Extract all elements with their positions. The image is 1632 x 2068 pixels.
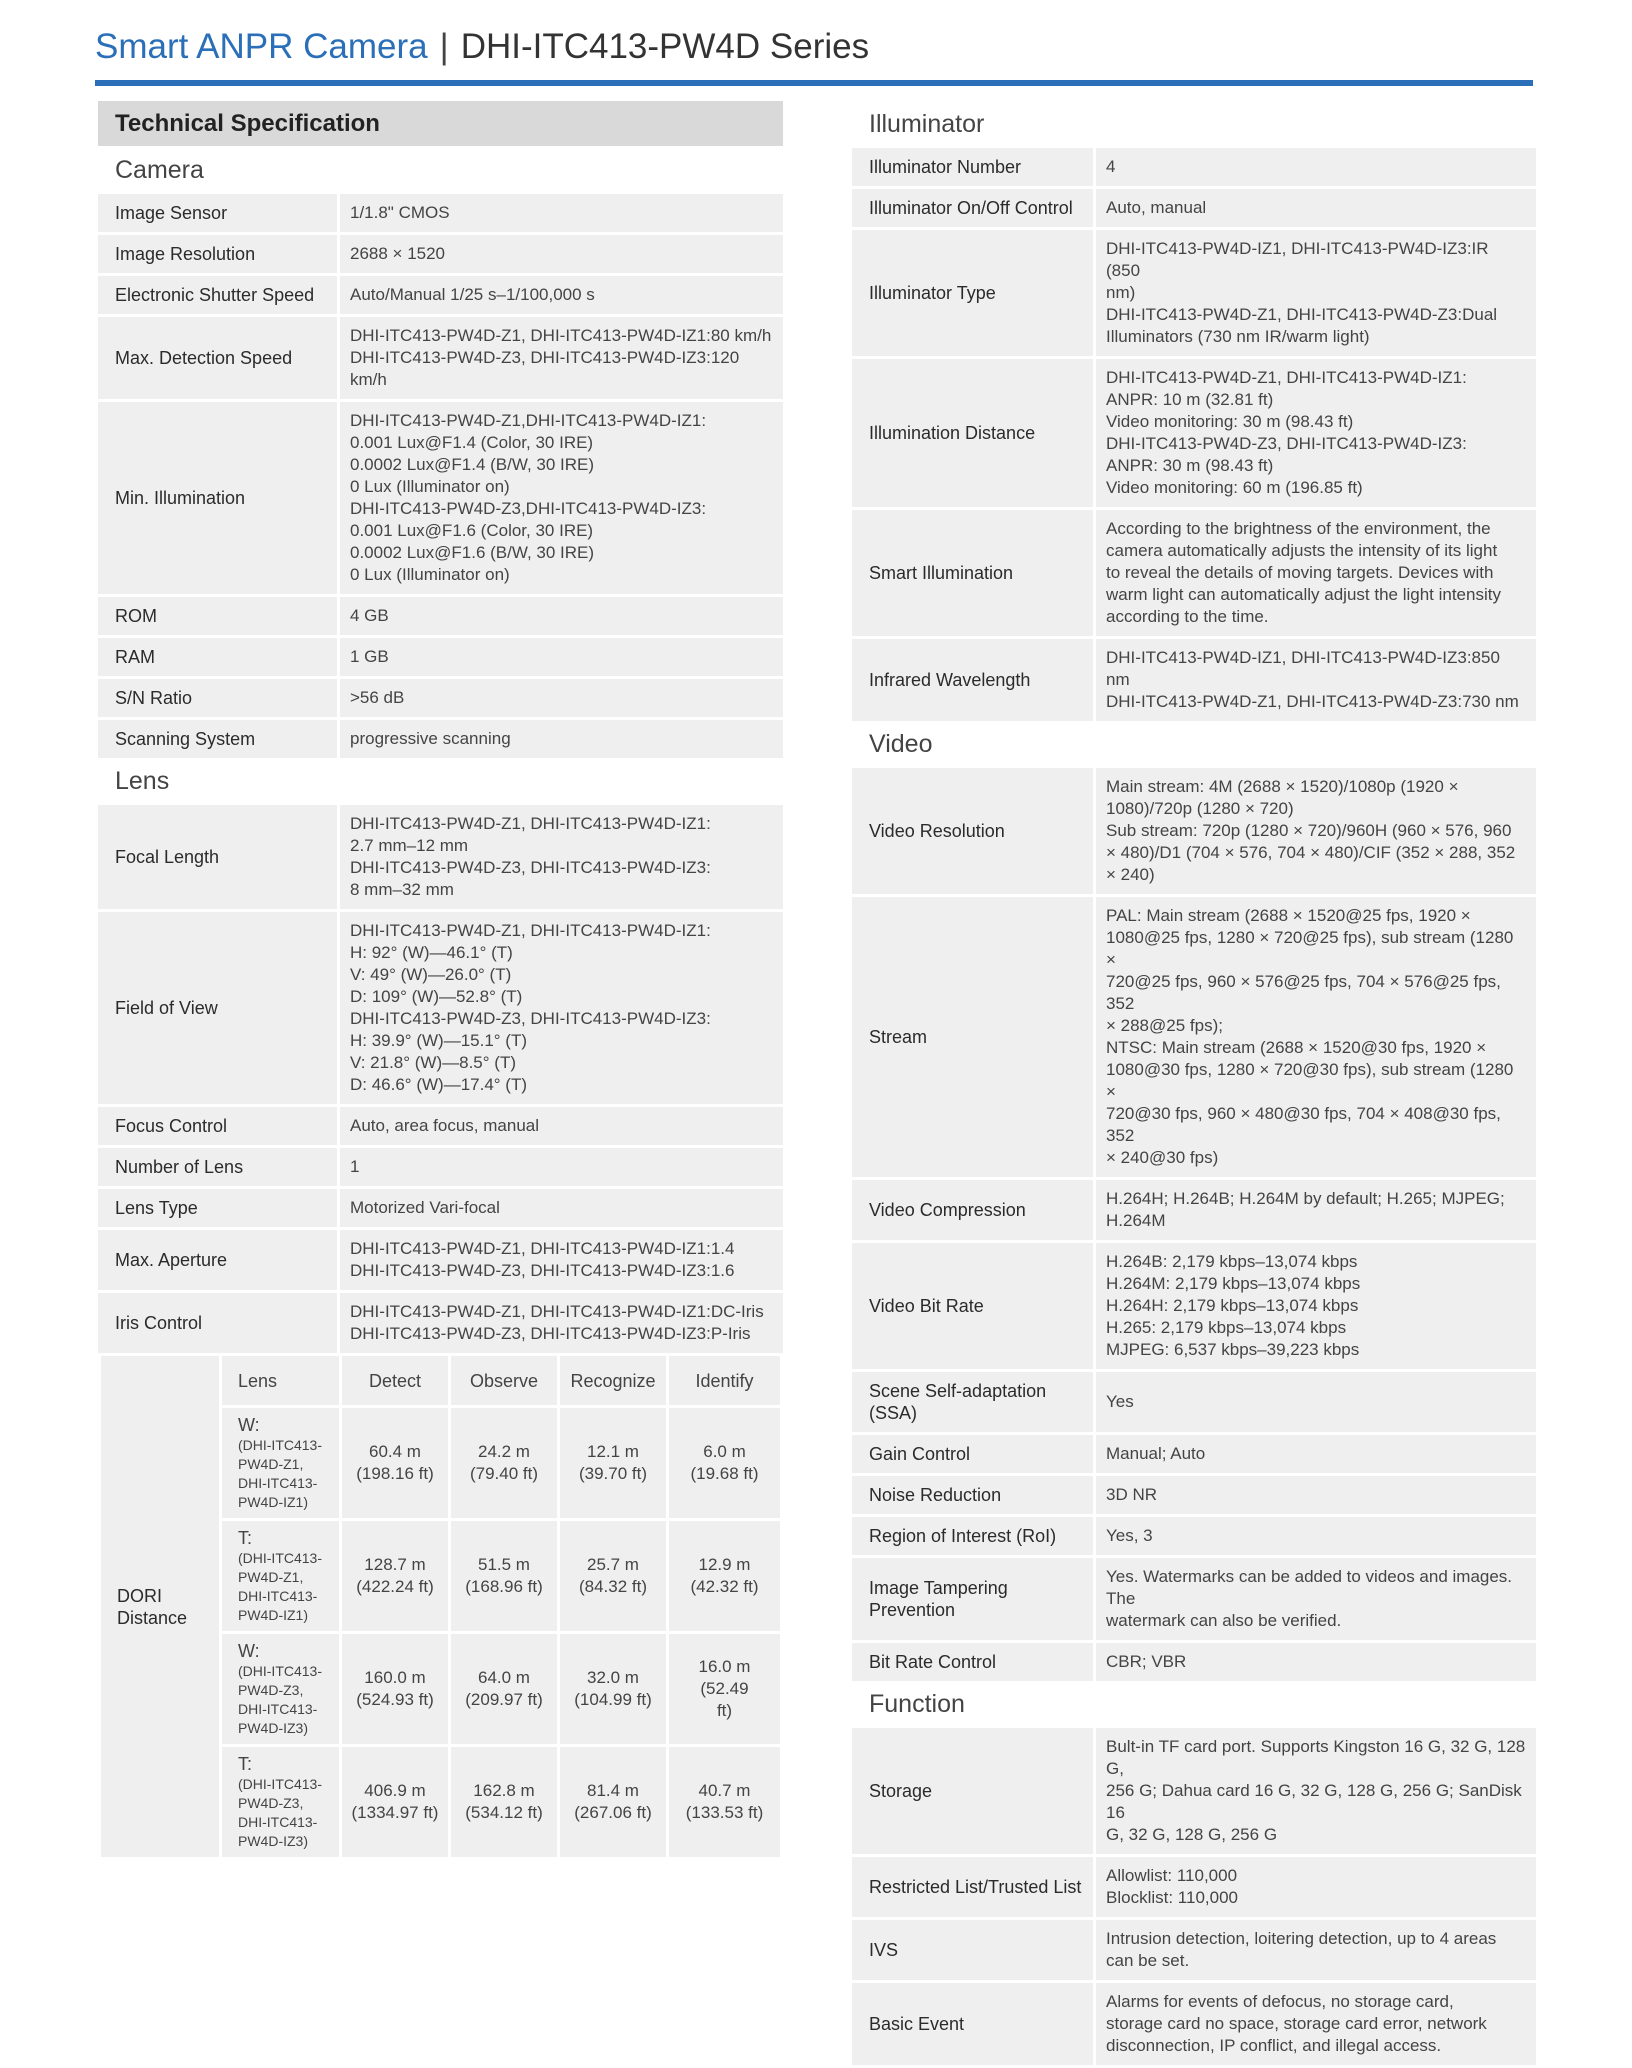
section-video: Video — [852, 721, 1536, 768]
spec-value: Manual; Auto — [1096, 1435, 1536, 1473]
spec-label: Focus Control — [98, 1107, 340, 1145]
spec-row — [98, 597, 783, 635]
spec-value: PAL: Main stream (2688 × 1520@25 fps, 1920 × 1080@25 fps, 1280 × 720@25 fps), sub stream (1280 × 720@25 fps, 960 × 576@25 fps, 704 × 576@25 fps, 352 × 288@25 fps); NTSC: Main stream (2688 × 1520@30 fps, 1920 × 1080@30 fps, 1280 × 720@30 fps), sub stream (1280 × 720@30 fps, 960 × 480@30 fps, 704 × 408@30 fps, 352 × 240@30 fps) — [1096, 897, 1536, 1177]
sheet-title: Technical Specification — [98, 101, 783, 146]
spec-label: Video Bit Rate — [852, 1243, 1096, 1369]
spec-value: H.264H; H.264B; H.264M by default; H.265; MJPEG; H.264M — [1096, 1180, 1536, 1240]
spec-value: Yes, 3 — [1096, 1517, 1536, 1555]
dori-value: 40.7 m (133.53 ft) — [669, 1747, 780, 1857]
spec-row — [852, 1180, 1536, 1240]
spec-label: Max. Detection Speed — [98, 317, 340, 399]
dori-value: 128.7 m (422.24 ft) — [342, 1521, 448, 1631]
spec-row — [98, 402, 783, 594]
dori-label: DORI Distance — [101, 1356, 219, 1857]
page-title — [95, 22, 869, 72]
spec-label: Lens Type — [98, 1189, 340, 1227]
spec-label: RAM — [98, 638, 340, 676]
spec-row — [852, 1983, 1536, 2065]
spec-label: Video Compression — [852, 1180, 1096, 1240]
spec-label: Min. Illumination — [98, 402, 340, 594]
spec-row — [852, 1372, 1536, 1432]
dori-value: 16.0 m (52.49 ft) — [669, 1634, 780, 1744]
spec-label: Focal Length — [98, 805, 340, 909]
spec-row — [98, 1148, 783, 1186]
spec-row — [852, 1435, 1536, 1473]
spec-row — [852, 1558, 1536, 1640]
right-column — [852, 101, 1536, 2065]
spec-row — [98, 276, 783, 314]
spec-row — [98, 194, 783, 232]
spec-row — [852, 639, 1536, 721]
dori-lens-cell — [222, 1408, 339, 1518]
spec-value: Main stream: 4M (2688 × 1520)/1080p (1920 × 1080)/720p (1280 × 720) Sub stream: 720p (1280 × 720)/960H (960 × 576, 960 × 480)/D1 (704 × 576, 704 × 480)/CIF (352 × 288, 352 × 240) — [1096, 768, 1536, 894]
dori-lens-cell — [222, 1521, 339, 1631]
section-function: Function — [852, 1681, 1536, 1728]
spec-label: Max. Aperture — [98, 1230, 340, 1290]
spec-row — [852, 230, 1536, 356]
dori-lens-cell — [222, 1747, 339, 1857]
camera-table — [98, 191, 783, 761]
product-name: Smart ANPR Camera — [95, 27, 428, 66]
dori-lens-position: W: — [238, 1641, 260, 1661]
dori-lens-models: (DHI-ITC413- PW4D-Z1, DHI-ITC413- PW4D-IZ1) — [238, 1550, 323, 1623]
dori-header-lens: Lens — [222, 1356, 339, 1405]
spec-value: Auto, area focus, manual — [340, 1107, 783, 1145]
dori-header-detect: Detect — [342, 1356, 448, 1405]
spec-row — [852, 1857, 1536, 1917]
title-rule — [95, 80, 1533, 86]
spec-row — [852, 1243, 1536, 1369]
spec-label: Iris Control — [98, 1293, 340, 1353]
dori-value: 32.0 m (104.99 ft) — [560, 1634, 666, 1744]
dori-lens-models: (DHI-ITC413- PW4D-Z3, DHI-ITC413- PW4D-IZ3) — [238, 1776, 323, 1849]
spec-value: CBR; VBR — [1096, 1643, 1536, 1681]
section-lens: Lens — [98, 758, 783, 805]
spec-value: Yes. Watermarks can be added to videos and images. The watermark can also be verified. — [1096, 1558, 1536, 1640]
spec-row — [852, 897, 1536, 1177]
spec-value: 1 GB — [340, 638, 783, 676]
spec-value: Alarms for events of defocus, no storage card, storage card no space, storage card error, network disconnection, IP conflict, and illegal access. — [1096, 1983, 1536, 2065]
spec-value: DHI-ITC413-PW4D-IZ1, DHI-ITC413-PW4D-IZ3:IR (850 nm) DHI-ITC413-PW4D-Z1, DHI-ITC413-PW4D-Z3:Dual Illuminators (730 nm IR/warm light) — [1096, 230, 1536, 356]
spec-row — [98, 317, 783, 399]
dori-lens-position: W: — [238, 1415, 260, 1435]
spec-value: Bult-in TF card port. Supports Kingston 16 G, 32 G, 128 G, 256 G; Dahua card 16 G, 32 G, 128 G, 256 G; SanDisk 16 G, 32 G, 128 G, 256 G — [1096, 1728, 1536, 1854]
spec-label: Video Resolution — [852, 768, 1096, 894]
spec-label: Scene Self-adaptation (SSA) — [852, 1372, 1096, 1432]
dori-header-observe: Observe — [451, 1356, 557, 1405]
spec-label: Bit Rate Control — [852, 1643, 1096, 1681]
spec-label: Noise Reduction — [852, 1476, 1096, 1514]
spec-row — [98, 1230, 783, 1290]
spec-label: ROM — [98, 597, 340, 635]
spec-label: Illuminator Type — [852, 230, 1096, 356]
spec-label: Gain Control — [852, 1435, 1096, 1473]
spec-label: IVS — [852, 1920, 1096, 1980]
spec-value: DHI-ITC413-PW4D-Z1, DHI-ITC413-PW4D-IZ1:DC-Iris DHI-ITC413-PW4D-Z3, DHI-ITC413-PW4D-IZ3:P-Iris — [340, 1293, 783, 1353]
section-camera: Camera — [98, 147, 783, 194]
illuminator-table — [852, 145, 1536, 724]
spec-label: S/N Ratio — [98, 679, 340, 717]
spec-label: Image Resolution — [98, 235, 340, 273]
spec-label: Number of Lens — [98, 1148, 340, 1186]
spec-label: Image Tampering Prevention — [852, 1558, 1096, 1640]
spec-value: Allowlist: 110,000 Blocklist: 110,000 — [1096, 1857, 1536, 1917]
spec-label: Storage — [852, 1728, 1096, 1854]
dori-value: 406.9 m (1334.97 ft) — [342, 1747, 448, 1857]
dori-value: 6.0 m (19.68 ft) — [669, 1408, 780, 1518]
spec-label: Stream — [852, 897, 1096, 1177]
spec-row — [98, 1107, 783, 1145]
left-column — [98, 101, 783, 1860]
section-illuminator: Illuminator — [852, 101, 1536, 148]
spec-row — [98, 235, 783, 273]
spec-row — [98, 1189, 783, 1227]
dori-value: 12.1 m (39.70 ft) — [560, 1408, 666, 1518]
function-table — [852, 1725, 1536, 2068]
dori-value: 81.4 m (267.06 ft) — [560, 1747, 666, 1857]
series-name: DHI-ITC413-PW4D Series — [460, 27, 870, 66]
dori-lens-position: T: — [238, 1754, 253, 1774]
spec-row — [852, 189, 1536, 227]
spec-row — [852, 1643, 1536, 1681]
spec-value: 3D NR — [1096, 1476, 1536, 1514]
spec-value: Auto, manual — [1096, 189, 1536, 227]
spec-row — [852, 1476, 1536, 1514]
dori-value: 51.5 m (168.96 ft) — [451, 1521, 557, 1631]
spec-label: Electronic Shutter Speed — [98, 276, 340, 314]
spec-value: DHI-ITC413-PW4D-IZ1, DHI-ITC413-PW4D-IZ3:850 nm DHI-ITC413-PW4D-Z1, DHI-ITC413-PW4D-Z3:730 nm — [1096, 639, 1536, 721]
spec-row — [98, 679, 783, 717]
spec-label: Smart Illumination — [852, 510, 1096, 636]
dori-value: 12.9 m (42.32 ft) — [669, 1521, 780, 1631]
spec-value: >56 dB — [340, 679, 783, 717]
spec-row — [852, 148, 1536, 186]
dori-lens-models: (DHI-ITC413- PW4D-Z1, DHI-ITC413- PW4D-IZ1) — [238, 1437, 323, 1510]
spec-label: Infrared Wavelength — [852, 639, 1096, 721]
spec-label: Basic Event — [852, 1983, 1096, 2065]
dori-header-identify: Identify — [669, 1356, 780, 1405]
spec-label: Restricted List/Trusted List — [852, 1857, 1096, 1917]
lens-table — [98, 802, 783, 1356]
dori-value: 60.4 m (198.16 ft) — [342, 1408, 448, 1518]
spec-label: Illuminator On/Off Control — [852, 189, 1096, 227]
spec-label: Scanning System — [98, 720, 340, 758]
spec-value: 4 GB — [340, 597, 783, 635]
dori-value: 25.7 m (84.32 ft) — [560, 1521, 666, 1631]
spec-label: Field of View — [98, 912, 340, 1104]
spec-row — [852, 1728, 1536, 1854]
spec-value: 2688 × 1520 — [340, 235, 783, 273]
spec-row — [852, 1517, 1536, 1555]
spec-value: 4 — [1096, 148, 1536, 186]
dori-header-row — [101, 1356, 780, 1405]
spec-row — [98, 720, 783, 758]
video-table — [852, 765, 1536, 1684]
dori-value: 24.2 m (79.40 ft) — [451, 1408, 557, 1518]
dori-table — [98, 1353, 783, 1860]
spec-value: DHI-ITC413-PW4D-Z1,DHI-ITC413-PW4D-IZ1: 0.001 Lux@F1.4 (Color, 30 IRE) 0.0002 Lux@F1.4 (B/W, 30 IRE) 0 Lux (Illuminator on) DHI-ITC413-PW4D-Z3,DHI-ITC413-PW4D-IZ3: 0.001 Lux@F1.6 (Color, 30 IRE) 0.0002 Lux@F1.6 (B/W, 30 IRE) 0 Lux (Illuminator on) — [340, 402, 783, 594]
spec-value: 1/1.8" CMOS — [340, 194, 783, 232]
dori-lens-cell — [222, 1634, 339, 1744]
spec-value: DHI-ITC413-PW4D-Z1, DHI-ITC413-PW4D-IZ1: H: 92° (W)—46.1° (T) V: 49° (W)—26.0° (T) D: 109° (W)—52.8° (T) DHI-ITC413-PW4D-Z3, DHI-ITC413-PW4D-IZ3: H: 39.9° (W)—15.1° (T) V: 21.8° (W)—8.5° (T) D: 46.6° (W)—17.4° (T) — [340, 912, 783, 1104]
dori-value: 160.0 m (524.93 ft) — [342, 1634, 448, 1744]
spec-row — [98, 1293, 783, 1353]
spec-row — [98, 805, 783, 909]
spec-value: Motorized Vari-focal — [340, 1189, 783, 1227]
spec-row — [98, 912, 783, 1104]
spec-value: DHI-ITC413-PW4D-Z1, DHI-ITC413-PW4D-IZ1:80 km/h DHI-ITC413-PW4D-Z3, DHI-ITC413-PW4D-IZ3:120 km/h — [340, 317, 783, 399]
dori-value: 64.0 m (209.97 ft) — [451, 1634, 557, 1744]
title-separator: | — [439, 27, 449, 66]
spec-value: Auto/Manual 1/25 s–1/100,000 s — [340, 276, 783, 314]
spec-label: Illuminator Number — [852, 148, 1096, 186]
spec-row — [852, 510, 1536, 636]
dori-value: 162.8 m (534.12 ft) — [451, 1747, 557, 1857]
dori-lens-position: T: — [238, 1528, 253, 1548]
spec-value: 1 — [340, 1148, 783, 1186]
dori-header-recognize: Recognize — [560, 1356, 666, 1405]
spec-row — [852, 359, 1536, 507]
spec-value: According to the brightness of the environment, the camera automatically adjusts the intensity of its light to reveal the details of moving targets. Devices with warm light can automatically adjust the light intensity according to the time. — [1096, 510, 1536, 636]
spec-value: DHI-ITC413-PW4D-Z1, DHI-ITC413-PW4D-IZ1: ANPR: 10 m (32.81 ft) Video monitoring: 30 m (98.43 ft) DHI-ITC413-PW4D-Z3, DHI-ITC413-PW4D-IZ3: ANPR: 30 m (98.43 ft) Video monitoring: 60 m (196.85 ft) — [1096, 359, 1536, 507]
spec-label: Image Sensor — [98, 194, 340, 232]
spec-value: Intrusion detection, loitering detection, up to 4 areas can be set. — [1096, 1920, 1536, 1980]
spec-row — [852, 768, 1536, 894]
spec-value: DHI-ITC413-PW4D-Z1, DHI-ITC413-PW4D-IZ1: 2.7 mm–12 mm DHI-ITC413-PW4D-Z3, DHI-ITC413-PW4D-IZ3: 8 mm–32 mm — [340, 805, 783, 909]
spec-label: Region of Interest (RoI) — [852, 1517, 1096, 1555]
spec-row — [852, 1920, 1536, 1980]
spec-label: Illumination Distance — [852, 359, 1096, 507]
spec-value: Yes — [1096, 1372, 1536, 1432]
dori-lens-models: (DHI-ITC413- PW4D-Z3, DHI-ITC413- PW4D-IZ3) — [238, 1663, 323, 1736]
spec-value: progressive scanning — [340, 720, 783, 758]
spec-value: DHI-ITC413-PW4D-Z1, DHI-ITC413-PW4D-IZ1:1.4 DHI-ITC413-PW4D-Z3, DHI-ITC413-PW4D-IZ3:1.6 — [340, 1230, 783, 1290]
spec-row — [98, 638, 783, 676]
spec-value: H.264B: 2,179 kbps–13,074 kbps H.264M: 2,179 kbps–13,074 kbps H.264H: 2,179 kbps–13,074 kbps H.265: 2,179 kbps–13,074 kbps MJPEG: 6,537 kbps–39,223 kbps — [1096, 1243, 1536, 1369]
